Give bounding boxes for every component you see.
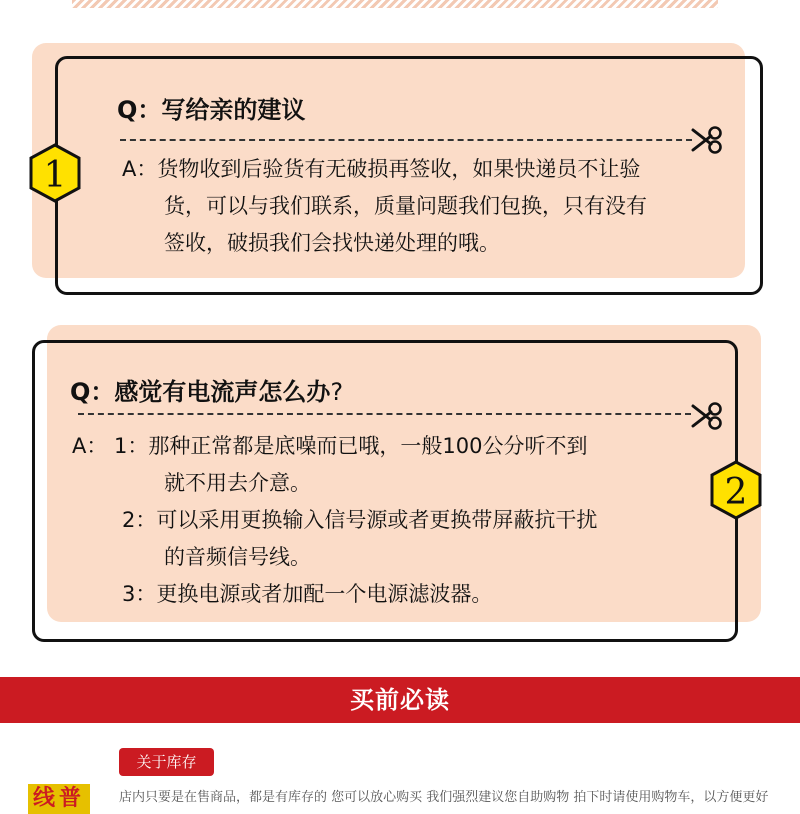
faq-1-divider (120, 139, 692, 141)
step-2-badge (710, 460, 762, 520)
step-2-number: 2 (724, 472, 748, 513)
faq-2-answer-line-5: 3：更换电源或者加配一个电源滤波器。 (122, 582, 493, 606)
step-1-badge (29, 143, 81, 203)
faq-2-answer-line-4: 的音频信号线。 (164, 545, 311, 569)
side-tag: 线普 (28, 784, 90, 814)
faq-1-question (117, 90, 305, 125)
faq-2-question (70, 372, 343, 407)
top-stripe (72, 0, 718, 8)
faq-1-q-prefix: Q： (117, 96, 162, 124)
step-1-number: 1 (43, 155, 67, 196)
faq-1-answer-line-2: 货，可以与我们联系，质量问题我们包换，只有没有 (164, 194, 647, 218)
faq-2-question-mark: ? (330, 378, 344, 406)
faq-2-question-text: 感觉有电流声怎么办 (114, 378, 331, 406)
faq-2-divider (78, 413, 691, 415)
faq-2-answer-line-1: A： 1：那种正常都是底噪而已哦，一般100公分听不到 (72, 434, 588, 458)
faq-1-answer-line-1: A：货物收到后验货有无破损再签收，如果快递员不让验 (122, 157, 641, 181)
faq-1-answer-line-3: 签收，破损我们会找快递处理的哦。 (164, 231, 500, 255)
scissors-icon (690, 124, 724, 162)
faq-2-answer-line-2: 就不用去介意。 (164, 471, 311, 495)
banner-title: 买前必读 (350, 686, 450, 714)
faq-1-question-text: 写给亲的建议 (161, 96, 306, 124)
faq-2-q-prefix: Q： (70, 378, 115, 406)
scissors-icon (690, 400, 724, 438)
stock-tag: 关于库存 (119, 748, 214, 776)
stock-note: 店内只要是在售商品，都是有库存的 您可以放心购买 我们强烈建议您自助购物 拍下时请使用购物车，以方便更好 (119, 790, 769, 805)
faq-2-answer-line-3: 2：可以采用更换输入信号源或者更换带屏蔽抗干扰 (122, 508, 598, 532)
